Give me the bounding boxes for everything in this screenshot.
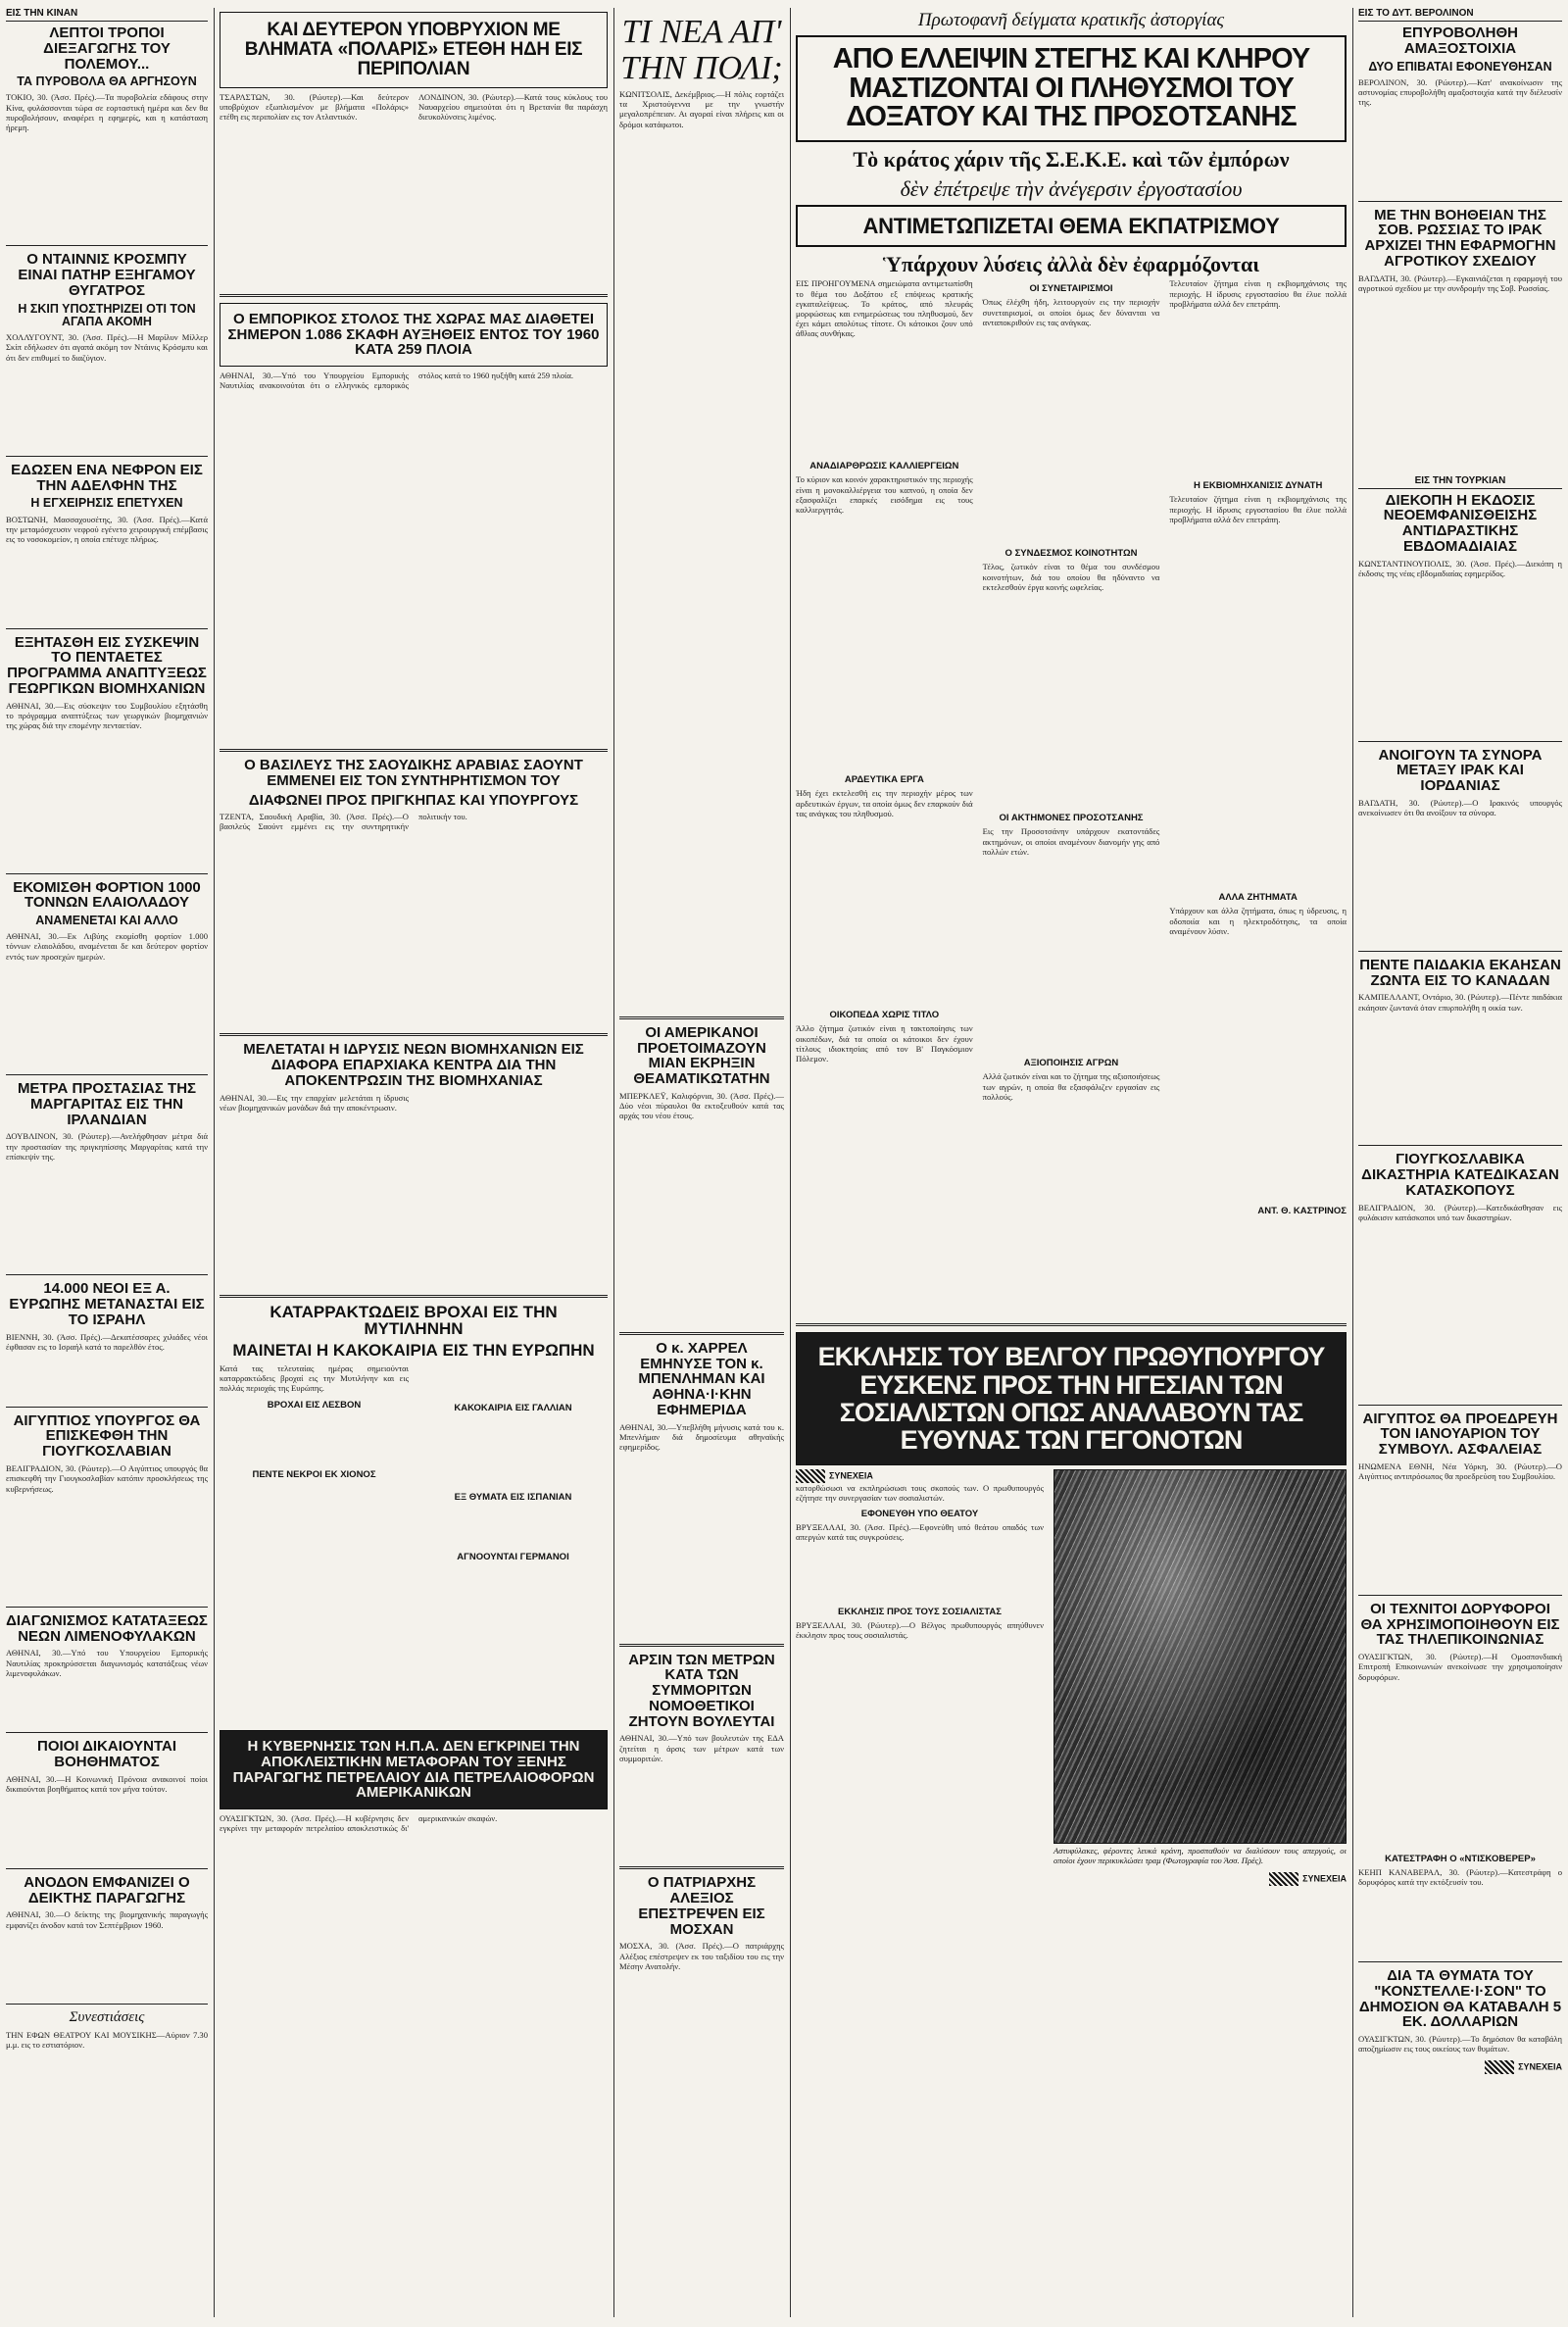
headline: ΔΙΑΓΩΝΙΣΜΟΣ ΚΑΤΑΤΑΞΕΩΣ ΝΕΩΝ ΛΙΜΕΝΟΦΥΛΑΚΩΝ	[6, 1611, 208, 1645]
article-body: Τέλος, ζωτικόν είναι το θέμα του συνδέσμου κοινοτήτων, διά του οποίου θα ηδύναντο να εκτελεσθούν έργα κοινής ωφελείας.	[982, 562, 1160, 592]
headline-box	[796, 1332, 1347, 1464]
photo-caption: Αστυφύλακες, φέροντες λευκά κράνη, προσπαθούν να διαλύσουν τους απεργούς, οι οποίοι έχουν περικυκλώσει τραμ (Φωτογραφία του Άσσ. Πρές).	[1054, 1845, 1347, 1865]
headline-box	[220, 12, 608, 88]
headline: ΜΕΤΡΑ ΠΡΟΣΤΑΣΙΑΣ ΤΗΣ ΜΑΡΓΑΡΙΤΑΣ ΕΙΣ ΤΗΝ ΙΡΛΑΝΔΙΑΝ	[17, 1080, 197, 1128]
headline: ΠΟΙΟΙ ΔΙΚΑΙΟΥΝΤΑΙ ΒΟΗΘΗΜΑΤΟΣ	[36, 1738, 177, 1771]
subheadline: Η ΣΚΙΠ ΥΠΟΣΤΗΡΙΖΕΙ ΟΤΙ ΤΟΝ ΑΓΑΠΑ ΑΚΟΜΗ	[18, 301, 196, 328]
headline: ΠΕΝΤΕ ΠΑΙΔΑΚΙΑ ΕΚΑΗΣΑΝ ΖΩΝΤΑ ΕΙΣ ΤΟ ΚΑΝΑΔΑΝ	[1359, 956, 1561, 989]
subheadline: ΔΙΑΦΩΝΕΙ ΠΡΟΣ ΠΡΙΓΚΗΠΑΣ ΚΑΙ ΥΠΟΥΡΓΟΥΣ	[248, 791, 579, 809]
kicker: ΕΙΣ ΤΟ ΔΥΤ. ΒΕΡΟΛΙΝΟΝ	[1358, 8, 1562, 22]
headline: Ο κ. ΧΑΡΡΕΛ ΕΜΗΝΥΣΕ ΤΟΝ κ. ΜΠΕΝΛΗΜΑΝ ΚΑΙ ΑΘΗΝΑ·Ι·ΚΗΝ ΕΦΗΜΕΡΙΔΑ	[638, 1339, 765, 1418]
divider	[220, 749, 608, 752]
article-body: Τελευταίον ζήτημα είναι η εκβιομηχάνισις της περιοχής. Η ίδρυσις εργοστασίου θα έλυε πολλά προβλήματα αλλά δεν επετράπη.	[1169, 278, 1347, 309]
article-two-column	[220, 1363, 608, 1726]
subheading: ΟΙ ΣΥΝΕΤΑΙΡΙΣΜΟΙ	[1029, 283, 1113, 295]
article-body: ΚΕΗΠ ΚΑΝΑΒΕΡΑΛ, 30. (Ρώυτερ).—Κατεστράφη ο δορυφόρος κατά την εκτόξευσίν του.	[1358, 1867, 1562, 1888]
subheadline: ΤΑ ΠΥΡΟΒΟΛΑ ΘΑ ΑΡΓΗΣΟΥΝ	[17, 74, 197, 89]
headline: ΕΚΟΜΙΣΘΗ ΦΟΡΤΙΟΝ 1000 ΤΟΝΝΩΝ ΕΛΑΙΟΛΑΔΟΥ	[13, 878, 201, 912]
section-title: Συνεστιάσεις	[69, 2009, 145, 2026]
headline: ΕΞΗΤΑΣΘΗ ΕΙΣ ΣΥΣΚΕΨΙΝ ΤΟ ΠΕΝΤΑΕΤΕΣ ΠΡΟΓΡΑΜΜΑ ΑΝΑΠΤΥΞΕΩΣ ΓΕΩΡΓΙΚΩΝ ΒΙΟΜΗΧΑΝΙΩΝ	[7, 633, 207, 697]
article-body: ΗΝΩΜΕΝΑ ΕΘΝΗ, Νέα Υόρκη, 30. (Ρώυτερ).—Ο Αιγύπτιος αντιπρόσωπος θα προεδρεύση του Συμβουλίου.	[1358, 1461, 1562, 1482]
subheading: ΟΙ ΑΚΤΗΜΟΝΕΣ ΠΡΟΣΟΤΣΑΝΗΣ	[999, 813, 1144, 824]
headline: ΑΝΤΙΜΕΤΩΠΙΖΕΤΑΙ ΘΕΜΑ ΕΚΠΑΤΡΙΣΜΟΥ	[862, 214, 1280, 239]
subheadline: Η ΕΓΧΕΙΡΗΣΙΣ ΕΠΕΤΥΧΕΝ	[30, 496, 183, 511]
divider	[6, 1607, 208, 1608]
article-body: ΑΘΗΝΑΙ, 30.—Ο δείκτης της βιομηχανικής παραγωγής εμφανίζει άνοδον κατά τον Σεπτέμβριον 1960.	[6, 1909, 208, 1930]
column-left	[6, 8, 208, 2317]
article-body: ΑΘΗΝΑΙ, 30.—Υπό των βουλευτών της ΕΔΑ ζητείται η άρσις των μέτρων κατά των συμμοριτών.	[619, 1733, 784, 1763]
main-article-columns	[796, 278, 1347, 1317]
subheadline: δὲν ἐπέτρεψε τὴν ἀνέγερσιν ἐργοστασίου	[900, 175, 1243, 201]
subheading: ΚΑΤΕΣΤΡΑΦΗ Ο «ΝΤΙΣΚΟΒΕΡΕΡ»	[1385, 1854, 1536, 1865]
headline: ΕΚΚΛΗΣΙΣ ΤΟΥ ΒΕΛΓΟΥ ΠΡΩΘΥΠΟΥΡΓΟΥ ΕΥΣΚΕΝΣ ΠΡΟΣ ΤΗΝ ΗΓΕΣΙΑΝ ΤΩΝ ΣΟΣΙΑΛΙΣΤΩΝ ΟΠΩΣ ΑΝΑΛΑΒΟΥΝ ΤΑΣ ΕΥΘΥΝΑΣ ΤΩΝ ΓΕΓΟΝΟΤΩΝ	[817, 1342, 1325, 1456]
byline: ΑΝΤ. Θ. ΚΑΣΤΡΙΝΟΣ	[1257, 1206, 1347, 1217]
headline: ΑΙΓΥΠΤΙΟΣ ΥΠΟΥΡΓΟΣ ΘΑ ΕΠΙΣΚΕΦΘΗ ΤΗΝ ΓΙΟΥΓΚΟΣΛΑΒΙΑΝ	[13, 1411, 201, 1461]
headline-box	[220, 303, 608, 367]
divider	[6, 1732, 208, 1733]
divider	[1358, 201, 1562, 202]
column-rule	[1352, 8, 1353, 2317]
article-body: ΑΘΗΝΑΙ, 30.—Υπό του Υπουργείου Εμπορικής Ναυτιλίας ανακοινούται ότι ο ελληνικός εμπορικός στόλος κατά το 1960 ηυξήθη κατά 259 πλοία.	[220, 371, 573, 391]
article-body: ΟΥΑΣΙΓΚΤΩΝ, 30. (Ρώυτερ).—Το δημόσιον θα καταβάλη αποζημίωσιν εις τους οικείους των θυμάτων.	[1358, 2034, 1562, 2055]
headline: ΚΑΙ ΔΕΥΤΕΡΟΝ ΥΠΟΒΡΥΧΙΟΝ ΜΕ ΒΛΗΜΑΤΑ «ΠΟΛΑΡΙΣ» ΕΤΕΘΗ ΗΔΗ ΕΙΣ ΠΕΡΙΠΟΛΙΑΝ	[244, 20, 583, 79]
divider	[1358, 1145, 1562, 1146]
kicker: ΕΙΣ ΤΗΝ ΚΙΝΑΝ	[6, 8, 208, 22]
divider	[220, 294, 608, 297]
article-body: ΒΡΥΞΕΛΛΑΙ, 30. (Άσσ. Πρές).—Εφονεύθη υπό θεάτου οπαδός των απεργών κατά τας συγκρούσεις.	[796, 1522, 1044, 1543]
article-body: Τελευταίον ζήτημα είναι η εκβιομηχάνισις της περιοχής. Η ίδρυσις εργοστασίου θα έλυε πολλά προβλήματα αλλά δεν επετράπη.	[1169, 494, 1347, 524]
kicker: Πρωτοφανῆ δείγματα κρατικῆς ἀστοργίας	[917, 10, 1225, 30]
divider	[6, 2004, 208, 2005]
subheading: ΑΝΑΔΙΑΡΘΡΩΣΙΣ ΚΑΛΛΙΕΡΓΕΙΩΝ	[809, 461, 959, 472]
article-body: ΚΩΝΣΤΑΝΤΙΝΟΥΠΟΛΙΣ, 30. (Άσσ. Πρές).—Διεκόπη η έκδοσις της νέας εβδομαδιαίας εφημερίδος.	[1358, 558, 1562, 578]
headline: ΔΙΕΚΟΠΗ Η ΕΚΔΟΣΙΣ ΝΕΟΕΜΦΑΝΙΣΘΕΙΣΗΣ ΑΝΤΙΔΡΑΣΤΙΚΗΣ ΕΒΔΟΜΑΔΙΑΙΑΣ	[1383, 491, 1538, 555]
column-second	[220, 8, 608, 2317]
continued-mark-icon	[796, 1469, 825, 1483]
article-body: ΤΗΝ ΕΦΩΝ ΘΕΑΤΡΟΥ ΚΑΙ ΜΟΥΣΙΚΗΣ—Αύριον 7.30 μ.μ. εις το εστιατόριον.	[6, 2030, 208, 2051]
divider	[619, 1866, 784, 1869]
main-headline-box	[796, 35, 1347, 142]
article-body: ΛΟΝΔΙΝΟΝ, 30. (Ρώυτερ).—Κατά τους κύκλους του Ναυαρχείου σημειούται ότι η Βρετανία θα παράσχη διευκολύνσεις λιμένος.	[418, 91, 608, 123]
article-body: ΒΕΛΙΓΡΑΔΙΟΝ, 30. (Ρώυτερ).—Κατεδικάσθησαν εις φυλάκισιν κατάσκοποι υπό των δικαστηρίων.	[1358, 1202, 1562, 1222]
headline: 14.000 ΝΕΟΙ ΕΞ Α. ΕΥΡΩΠΗΣ ΜΕΤΑΝΑΣΤΑΙ ΕΙΣ ΤΟ ΙΣΡΑΗΛ	[9, 1280, 205, 1328]
article-body: ΤΟΚΙΟ, 30. (Άσσ. Πρές).—Τα πυροβολεία εδάφους στην Κίνα, φυλάσσονται τώρα σε εορταστική ημέρα και δεν θα πυροβολήσουν, αναφέρει η εφημερίς, και η κατάσταση ήρεμη.	[6, 92, 208, 133]
divider	[1358, 1961, 1562, 1962]
divider	[220, 1295, 608, 1298]
headline: ΑΝΟΔΟΝ ΕΜΦΑΝΙΖΕΙ Ο ΔΕΙΚΤΗΣ ΠΑΡΑΓΩΓΗΣ	[24, 1873, 190, 1906]
headline: ΜΕΛΕΤΑΤΑΙ Η ΙΔΡΥΣΙΣ ΝΕΩΝ ΒΙΟΜΗΧΑΝΙΩΝ ΕΙΣ ΔΙΑΦΟΡΑ ΕΠΑΡΧΙΑΚΑ ΚΕΝΤΡΑ ΔΙΑ ΤΗΝ ΑΠΟΚΕΝΤΡΩΣΙΝ ΤΗΣ ΒΙΟΜΗΧΑΝΙΑΣ	[243, 1041, 584, 1089]
column-third	[619, 8, 784, 2317]
article-body: ΔΟΥΒΛΙΝΟΝ, 30. (Ρώυτερ).—Ανελήφθησαν μέτρα διά την προστασίαν της πριγκηπίσσης Μαργαρίτας κατά την επίσκεψίν της.	[6, 1131, 208, 1162]
continued-label: ΣΥΝΕΧΕΙΑ	[1054, 1872, 1347, 1886]
article-body: ΒΙΕΝΝΗ, 30. (Άσσ. Πρές).—Δεκατέσσαρες χιλιάδες νέοι έφθασαν εις το Ισραήλ κατά το παρελθόν έτος.	[6, 1331, 208, 1352]
headline: ΟΙ ΑΜΕΡΙΚΑΝΟΙ ΠΡΟΕΤΟΙΜΑΖΟΥΝ ΜΙΑΝ ΕΚΡΗΞΙΝ ΘΕΑΜΑΤΙΚΩΤΑΤΗΝ	[633, 1023, 770, 1088]
subheading: ΑΞΙΟΠΟΙΗΣΙΣ ΑΓΡΩΝ	[1023, 1058, 1119, 1069]
divider	[6, 628, 208, 629]
main-headline: ΑΠΟ ΕΛΛΕΙΨΙΝ ΣΤΕΓΗΣ ΚΑΙ ΚΛΗΡΟΥ ΜΑΣΤΙΖΟΝΤΑΙ ΟΙ ΠΛΗΘΥΣΜΟΙ ΤΟΥ ΔΟΞΑΤΟΥ ΚΑΙ ΤΗΣ ΠΡΟΣΟΤΣΑΝΗΣ	[832, 43, 1310, 133]
headline: ΑΙΓΥΠΤΟΣ ΘΑ ΠΡΟΕΔΡΕΥΗ ΤΟΝ ΙΑΝΟΥΑΡΙΟΝ ΤΟΥ ΣΥΜΒΟΥΛ. ΑΣΦΑΛΕΙΑΣ	[1362, 1410, 1558, 1459]
subheading: ΚΑΚΟΚΑΙΡΙΑ ΕΙΣ ΓΑΛΛΙΑΝ	[454, 1403, 572, 1414]
headline: ΤΙ ΝΕΑ ΑΠ' ΤΗΝ ΠΟΛΙ;	[620, 14, 783, 87]
article-body: ΑΘΗΝΑΙ, 30.—Εις την επαρχίαν μελετάται η ίδρυσις νέων βιομηχανικών μονάδων διά την αποκέντρωσιν.	[220, 1092, 409, 1113]
kicker: ΕΙΣ ΤΗΝ ΤΟΥΡΚΙΑΝ	[1358, 475, 1562, 489]
divider	[220, 1033, 608, 1036]
subheadline: ΔΥΟ ΕΠΙΒΑΤΑΙ ΕΦΟΝΕΥΘΗΣΑΝ	[1368, 59, 1552, 74]
divider	[6, 456, 208, 457]
subheadline: Τὸ κράτος χάριν τῆς Σ.Ε.Κ.Ε. καὶ τῶν ἐμπόρων	[853, 146, 1290, 172]
divider	[1358, 1595, 1562, 1596]
article-body: ΟΥΑΣΙΓΚΤΩΝ, 30. (Άσσ. Πρές).—Η κυβέρνησις δεν εγκρίνει την μεταφοράν πετρελαίου αποκλειστικώς δι' αμερικανικών σκαφών.	[220, 1813, 498, 1834]
divider	[6, 1074, 208, 1075]
article-body: ΚΑΜΠΕΛΛΑΝΤ, Οντάριο, 30. (Ρώυτερ).—Πέντε παιδάκια εκάησαν ζωντανά όταν επυρπολήθη η οικία των.	[1358, 992, 1562, 1013]
article-body: ΤΖΕΝΤΑ, Σαουδική Αραβία, 30. (Άσσ. Πρές).—Ο βασιλεύς Σαούντ εμμένει εις την συντηρητικήν πολιτικήν του.	[220, 812, 467, 832]
subheading: ΟΙΚΟΠΕΔΑ ΧΩΡΙΣ ΤΙΤΛΟ	[829, 1010, 940, 1021]
column-main	[796, 8, 1347, 2317]
article-body: Όπως έλέχθη ήδη, λειτουργούν εις την περιοχήν συνεταιρισμοί, οι οποίοι όμως δεν δύνανται να ανταποκριθούν εις τας ανάγκας.	[982, 297, 1160, 327]
subheading: ΕΚΚΛΗΣΙΣ ΠΡΟΣ ΤΟΥΣ ΣΟΣΙΑΛΙΣΤΑΣ	[838, 1607, 1002, 1618]
headline: ΚΑΤΑΡΡΑΚΤΩΔΕΙΣ ΒΡΟΧΑΙ ΕΙΣ ΤΗΝ ΜΥΤΙΛΗΝΗΝ	[270, 1302, 558, 1339]
article-body: ΑΘΗΝΑΙ, 30.—Εις σύσκεψιν του Συμβουλίου εξητάσθη το πρόγραμμα αναπτύξεως των γεωργικών βιομηχανιών της χώρας διά την επομένην πενταετίαν.	[6, 700, 208, 731]
article-body: ΑΘΗΝΑΙ, 30.—Υπό του Υπουργείου Εμπορικής Ναυτιλίας προκηρύσσεται διαγωνισμός κατατάξεως νέων λιμενοφυλάκων.	[6, 1648, 208, 1678]
headline-box	[796, 205, 1347, 247]
article-two-column	[220, 92, 608, 288]
column-rule	[214, 8, 215, 2317]
article-body: Το κύριον και κοινόν χαρακτηριστικόν της περιοχής είναι η μονοκαλλιέργεια του καπνού, η οποία δεν εξασφαλίζει επαρκές εισόδημα εις τους καλλιεργητάς.	[796, 474, 973, 515]
article-body: ΤΣΑΡΛΣΤΩΝ, 30. (Ρώυτερ).—Και δεύτερον υποβρύχιον εξωπλισμένον με βλήματα «Πολάρις» ετέθη εις περιπολίαν εις τον Ατλαντικόν.	[220, 91, 409, 123]
subheading: ΒΡΟΧΑΙ ΕΙΣ ΛΕΣΒΟΝ	[267, 1399, 362, 1411]
column-rule	[613, 8, 614, 2317]
divider	[619, 1644, 784, 1647]
divider	[6, 1407, 208, 1408]
headline: ΓΙΟΥΓΚΟΣΛΑΒΙΚΑ ΔΙΚΑΣΤΗΡΙΑ ΚΑΤΕΔΙΚΑΣΑΝ ΚΑΤΑΣΚΟΠΟΥΣ	[1361, 1151, 1559, 1199]
article-body: ΧΟΛΛΥΓΟΥΝΤ, 30. (Άσσ. Πρές).—Η Μαρίλυν Μίλλερ Σκίπ εδήλωσεν ότι αγαπά ακόμη τον Ντάινις Κρόσμπυ και ότι δεν επιθυμεί το διαζύγιον.	[6, 331, 208, 363]
headline: ΟΙ ΤΕΧΝΙΤΟΙ ΔΟΡΥΦΟΡΟΙ ΘΑ ΧΡΗΣΙΜΟΠΟΙΗΘΟΥΝ ΕΙΣ ΤΑΣ ΤΗΛΕΠΙΚΟΙΝΩΝΙΑΣ	[1360, 1600, 1560, 1649]
article-body: Άλλο ζήτημα ζωτικόν είναι η τακτοποίησις των οικοπέδων, διά τα οποία οι κάτοικοι δεν έχουν τίτλους ιδιοκτησίας από τον Β' Παγκόσμιον Πόλεμον.	[796, 1023, 973, 1064]
headline: ΕΔΩΣΕΝ ΕΝΑ ΝΕΦΡΟΝ ΕΙΣ ΤΗΝ ΑΔΕΛΦΗΝ ΤΗΣ	[11, 461, 203, 494]
article-body: ΑΘΗΝΑΙ, 30.—Εκ Λιβύης εκομίσθη φορτίον 1.000 τόννων ελαιολάδου, αναμένεται δε και δεύτερον φορτίον εντός των προσεχών ημερών.	[6, 931, 208, 962]
news-photo	[1054, 1469, 1347, 1844]
divider	[6, 1274, 208, 1275]
continued-mark-icon	[1485, 2060, 1514, 2074]
divider	[6, 245, 208, 246]
article-body: ΒΑΓΔΑΤΗ, 30. (Ρώυτερ).—Ο Ιρακινός υπουργός ανεκοίνωσεν ότι θα ανοίξουν τα σύνορα.	[1358, 797, 1562, 818]
headline: ΔΙΑ ΤΑ ΘΥΜΑΤΑ ΤΟΥ "ΚΟΝΣΤΕΛΛΕ·Ι·ΣΟΝ" ΤΟ ΔΗΜΟΣΙΟΝ ΘΑ ΚΑΤΑΒΑΛΗ 5 ΕΚ. ΔΟΛΛΑΡΙΩΝ	[1358, 1967, 1562, 2031]
headline: Ο ΒΑΣΙΛΕΥΣ ΤΗΣ ΣΑΟΥΔΙΚΗΣ ΑΡΑΒΙΑΣ ΣΑΟΥΝΤ ΕΜΜΕΝΕΙ ΕΙΣ ΤΟΝ ΣΥΝΤΗΡΗΤΙΣΜΟΝ ΤΟΥ	[244, 757, 583, 789]
article-body: Κατά τας τελευταίας ημέρας σημειούνται καταρρακτώδεις βροχαί εις την Μυτιλήνην και εις πολλάς περιοχάς της Ευρώπης.	[220, 1363, 409, 1394]
headline: ΑΡΣΙΝ ΤΩΝ ΜΕΤΡΩΝ ΚΑΤΑ ΤΩΝ ΣΥΜΜΟΡΙΤΩΝ ΝΟΜΟΘΕΤΙΚΟΙ ΖΗΤΟΥΝ ΒΟΥΛΕΥΤΑΙ	[628, 1651, 775, 1730]
article-body: ΒΕΛΙΓΡΑΔΙΟΝ, 30. (Ρώυτερ).—Ο Αιγύπτιος υπουργός θα επισκεφθή την Γιουγκοσλαβίαν κατόπιν προσκλήσεως της κυβερνήσεως.	[6, 1462, 208, 1494]
subheading: Ο ΣΥΝΔΕΣΜΟΣ ΚΟΙΝΟΤΗΤΩΝ	[1004, 548, 1138, 560]
subheadline: ΜΑΙΝΕΤΑΙ Η ΚΑΚΟΚΑΙΡΙΑ ΕΙΣ ΤΗΝ ΕΥΡΩΠΗΝ	[232, 1341, 595, 1361]
subheadline: ΑΝΑΜΕΝΕΤΑΙ ΚΑΙ ΑΛΛΟ	[35, 914, 178, 927]
divider	[619, 1016, 784, 1019]
article-body: ΒΡΥΞΕΛΛΑΙ, 30. (Ρώυτερ).—Ο Βέλγος πρωθυπουργός απηύθυνεν έκκλησιν προς τους σοσιαλιστάς.	[796, 1620, 1044, 1641]
divider	[796, 1323, 1347, 1326]
continued-mark-icon	[1269, 1872, 1298, 1886]
subheading: ΕΞ ΘΥΜΑΤΑ ΕΙΣ ΙΣΠΑΝΙΑΝ	[454, 1492, 572, 1504]
article-body: Υπάρχουν και άλλα ζητήματα, όπως η ύδρευσις, η οδοποιία και η ηλεκτροδότησις, τα οποία αναμένουν λύσιν.	[1169, 906, 1347, 936]
continued-label: ΣΥΝΕΧΕΙΑ	[1358, 2060, 1562, 2074]
subheading: ΑΓΝΟΟΥΝΤΑΙ ΓΕΡΜΑΝΟΙ	[457, 1552, 569, 1563]
divider	[1358, 741, 1562, 742]
belgium-article	[796, 1469, 1347, 1959]
subheading: ΑΛΛΑ ΖΗΤΗΜΑΤΑ	[1218, 892, 1298, 904]
article-body: κατορθώσωσι να εκπληρώσωσι τους σκοπούς των. Ο πρωθυπουργός εζήτησε την συνεργασίαν των σοσιαλιστών.	[796, 1482, 1044, 1503]
subheading: ΕΦΟΝΕΥΘΗ ΥΠΟ ΘΕΑΤΟΥ	[860, 1509, 979, 1520]
subheading: ΠΕΝΤΕ ΝΕΚΡΟΙ ΕΚ ΧΙΟΝΟΣ	[252, 1468, 376, 1480]
article-body: Ήδη έχει εκτελεσθή εις την περιοχήν μέρος των αρδευτικών έργων, τα οποία όμως δεν επαρκούν διά τας ανάγκας του πληθυσμού.	[796, 788, 973, 818]
subheadline: Ὑπάρχουν λύσεις ἀλλὰ δὲν ἐφαρμόζονται	[882, 252, 1260, 277]
headline-box	[220, 1730, 608, 1809]
article-body: Εις την Προσοτσάνην υπάρχουν εκατοντάδες ακτημόνων, οι οποίοι αναμένουν διανομήν γης από πολλών ετών.	[982, 826, 1160, 857]
headline: Η ΚΥΒΕΡΝΗΣΙΣ ΤΩΝ Η.Π.Α. ΔΕΝ ΕΓΚΡΙΝΕΙ ΤΗΝ ΑΠΟΚΛΕΙΣΤΙΚΗΝ ΜΕΤΑΦΟΡΑΝ ΤΟΥ ΞΕΝΗΣ ΠΑΡΑΓΩΓΗΣ ΠΕΤΡΕΛΑΙΟΥ ΔΙΑ ΠΕΤΡΕΛΑΙΟΦΟΡΩΝ ΑΜΕΡΙΚΑΝΙΚΩΝ	[232, 1738, 595, 1802]
subheading: Η ΕΚΒΙΟΜΗΧΑΝΙΣΙΣ ΔΥΝΑΤΗ	[1194, 480, 1323, 492]
article-body: ΑΘΗΝΑΙ, 30.—Υπεβλήθη μήνυσις κατά του κ. Μπενλήμαν διά δημοσίευμα αθηναϊκής εφημερίδος.	[619, 1421, 784, 1453]
article-body: ΟΥΑΣΙΓΚΤΩΝ, 30. (Ρώυτερ).—Η Ομοσπονδιακή Επιτροπή Επικοινωνιών ανεκοίνωσε την χρησιμοποίησιν δορυφόρων.	[1358, 1652, 1562, 1682]
article-body: ΑΘΗΝΑΙ, 30.—Η Κοινωνική Πρόνοια ανακοινοί ποίοι δικαιούνται βοηθήματος κατά τον μήνα τούτον.	[6, 1773, 208, 1795]
headline: ΑΝΟΙΓΟΥΝ ΤΑ ΣΥΝΟΡΑ ΜΕΤΑΞΥ ΙΡΑΚ ΚΑΙ ΙΟΡΔΑΝΙΑΣ	[1378, 746, 1543, 795]
headline: Ο ΠΑΤΡΙΑΡΧΗΣ ΑΛΕΞΙΟΣ ΕΠΕΣΤΡΕΨΕΝ ΕΙΣ ΜΟΣΧΑΝ	[638, 1874, 765, 1938]
headline: ΜΕ ΤΗΝ ΒΟΗΘΕΙΑΝ ΤΗΣ ΣΟΒ. ΡΩΣΣΙΑΣ ΤΟ ΙΡΑΚ ΑΡΧΙΖΕΙ ΤΗΝ ΕΦΑΡΜΟΓΗΝ ΑΓΡΟΤΙΚΟΥ ΣΧΕΔΙΟΥ	[1364, 206, 1556, 270]
article-body: ΒΟΣΤΩΝΗ, Μασσαχουσέτης, 30. (Άσσ. Πρές).—Κατά την μεταμόσχευσιν νεφρού εγένετο χειρουργική επέμβασις εις το νοσοκομείον, η οποία επέτυχε πλήρως.	[6, 514, 208, 545]
headline: ΛΕΠΤΟΙ ΤΡΟΠΟΙ ΔΙΕΞΑΓΩΓΗΣ ΤΟΥ ΠΟΛΕΜΟΥ...	[43, 25, 171, 73]
headline: Ο ΝΤΑΙΝΝΙΣ ΚΡΟΣΜΠΥ ΕΙΝΑΙ ΠΑΤΗΡ ΕΞΗΓΑΜΟΥ ΘΥΓΑΤΡΟΣ	[18, 251, 196, 299]
divider	[6, 1868, 208, 1869]
divider	[6, 873, 208, 874]
divider	[1358, 951, 1562, 952]
continued-label: ΣΥΝΕΧΕΙΑ	[796, 1469, 1044, 1483]
article-body: ΕΙΣ ΠΡΟΗΓΟΥΜΕΝΑ σημειώματα αντιμετωπίσθη το θέμα του Δοξάτου εξ επόψεως κρατικής εγκαταλείψεως. Το κράτος, από πλευράς μορφώσεως και ενημερώσεως του πληθυσμού, δεν έχει κάμει απολύτως τίποτε. Οι κάτοικοι ζουν υπό άθλιας συνθήκας.	[796, 278, 973, 339]
headline: Ο ΕΜΠΟΡΙΚΟΣ ΣΤΟΛΟΣ ΤΗΣ ΧΩΡΑΣ ΜΑΣ ΔΙΑΘΕΤΕΙ ΣΗΜΕΡΟΝ 1.086 ΣΚΑΦΗ ΑΥΞΗΘΕΙΣ ΕΝΤΟΣ ΤΟΥ 1960 ΚΑΤΑ 259 ΠΛΟΙΑ	[227, 310, 600, 359]
article-body: ΚΩΝΙΤΣΟΛΙΣ, Δεκέμβριος.—Η πόλις εορτάζει τα Χριστούγεννα με την γνωστήν μεγαλοπρέπειαν. Αι αγοραί είναι πλήρεις και οι δρόμοι κατάφωτοι.	[619, 88, 784, 129]
subheading: ΑΡΔΕΥΤΙΚΑ ΕΡΓΑ	[844, 774, 924, 786]
article-body: ΒΕΡΟΛΙΝΟΝ, 30. (Ρώυτερ).—Κατ' ανακοίνωσιν της αστυνομίας επυροβολήθη αμαξοστοιχία κατά την διέλευσίν της.	[1358, 76, 1562, 108]
column-right	[1358, 8, 1562, 2317]
column-rule	[790, 8, 791, 2317]
article-body: ΒΑΓΔΑΤΗ, 30. (Ρώυτερ).—Εγκαινιάζεται η εφαρμογή του αγροτικού σχεδίου με την συνδρομήν της Σοβ. Ρωσσίας.	[1358, 272, 1562, 293]
divider	[1358, 1405, 1562, 1406]
article-body: ΜΟΣΧΑ, 30. (Άσσ. Πρές).—Ο πατριάρχης Αλέξιος επέστρεψεν εκ του ταξιδίου του εις την Μέσην Ανατολήν.	[619, 1941, 784, 1971]
headline: ΕΠΥΡΟΒΟΛΗΘΗ ΑΜΑΞΟΣΤΟΙΧΙΑ	[1402, 25, 1518, 57]
article-body: ΜΠΕΡΚΛΕΫ, Καλιφόρνια, 30. (Άσσ. Πρές).—Δύο νέοι πύραυλοι θα εκτοξευθούν κατά τας αρχάς του νέου έτους.	[619, 1090, 784, 1121]
divider	[619, 1332, 784, 1335]
article-body: Αλλά ζωτικόν είναι και το ζήτημα της αξιοποιήσεως των αγρών, η οποία θα εξασφάλιζεν εργασίαν εις πολλούς.	[982, 1071, 1160, 1102]
